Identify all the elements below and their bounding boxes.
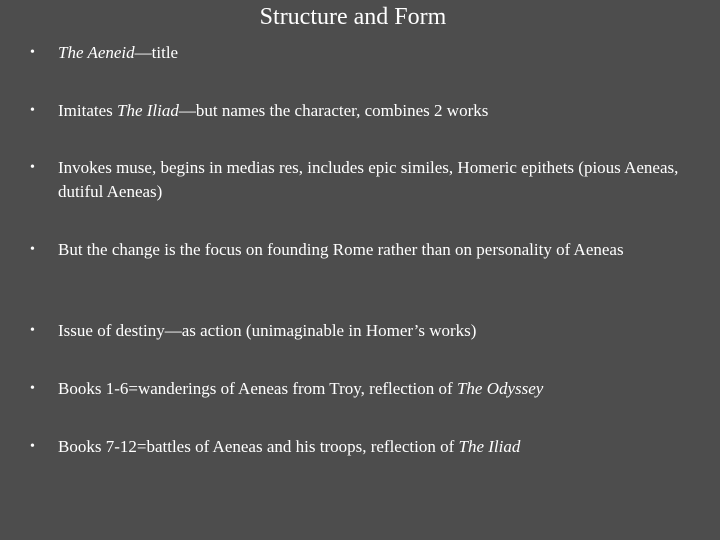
bullet-text: Issue of destiny—as action (unimaginable in Homer’s works) bbox=[58, 321, 477, 340]
slide-title: Structure and Form bbox=[259, 4, 447, 30]
bullet-text: Invokes muse, begins in medias res, includes epic similes, Homeric epithets (pious Aeneas, dutiful Aeneas) bbox=[58, 158, 679, 201]
bullet-text-part: —but names the character, combines 2 works bbox=[178, 101, 489, 120]
bullet-text-part: The Odyssey bbox=[456, 379, 544, 398]
bullet-text-part: Books 7-12=battles of Aeneas and his troops, reflection of bbox=[58, 437, 459, 456]
bullet-text: But the change is the focus on founding Rome rather than on personality of Aeneas bbox=[58, 240, 624, 259]
bullet-text-part: Imitates bbox=[58, 101, 118, 120]
bullet-text bbox=[58, 99, 680, 123]
bullet-icon: • bbox=[30, 439, 35, 454]
bullet-item bbox=[30, 99, 680, 123]
bullet-icon: • bbox=[30, 381, 35, 396]
bullet-icon: • bbox=[30, 242, 35, 257]
bullet-text-part: The Aeneid bbox=[58, 43, 135, 62]
bullet-text bbox=[58, 41, 680, 65]
bullet-item bbox=[30, 156, 680, 204]
bullet-text-part: —title bbox=[134, 43, 179, 62]
bullet-text-part: The Iliad bbox=[458, 437, 521, 456]
bullet-icon: • bbox=[30, 160, 35, 175]
bullet-item bbox=[30, 41, 680, 65]
bullet-item bbox=[30, 319, 680, 343]
bullet-text bbox=[58, 435, 680, 459]
bullet-icon: • bbox=[30, 45, 35, 60]
bullet-icon: • bbox=[30, 323, 35, 338]
bullet-icon: • bbox=[30, 103, 35, 118]
bullet-item bbox=[30, 377, 680, 401]
bullet-item bbox=[30, 435, 680, 459]
bullet-text-part: Books 1-6=wanderings of Aeneas from Troy, reflection of bbox=[58, 379, 457, 398]
bullet-text bbox=[58, 377, 680, 401]
bullet-text-part: The Iliad bbox=[117, 101, 179, 120]
bullet-item bbox=[30, 238, 680, 262]
